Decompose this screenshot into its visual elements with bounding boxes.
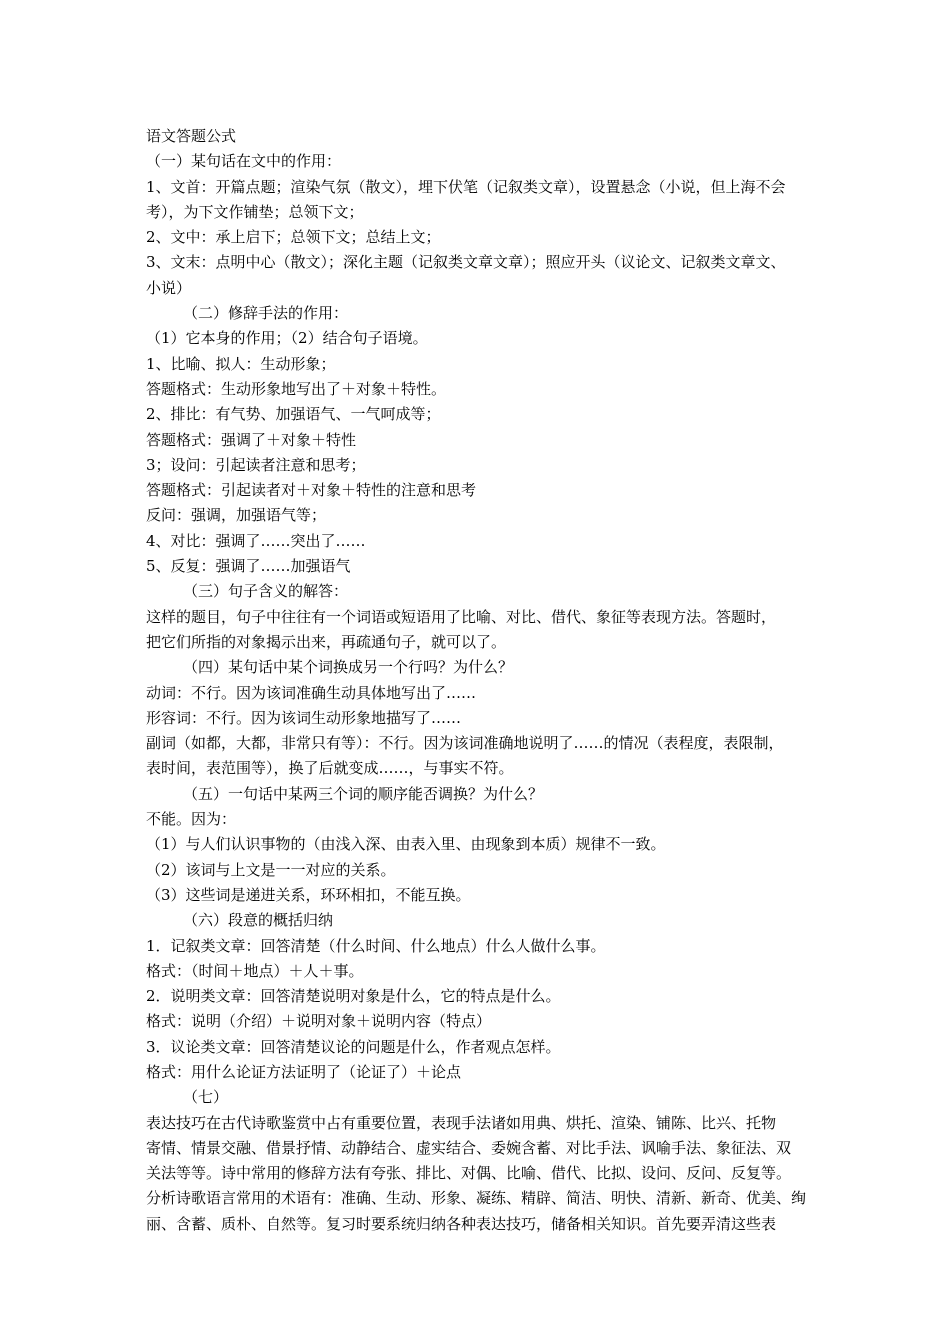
section-6-line: 格式：用什么论证方法证明了（论证了）＋论点 <box>146 1062 462 1081</box>
section-5-heading: （五）一句话中某两三个词的顺序能否调换？为什么？ <box>183 784 544 803</box>
section-1-item-3-line-1: 3、文末：点明中心（散文）；深化主题（记叙类文章文章）；照应开头（议论文、记叙类文章文、 <box>146 253 786 272</box>
section-6-heading: （六）段意的概括归纳 <box>183 911 334 930</box>
section-5-intro: 不能。因为： <box>146 810 237 829</box>
section-4-heading: （四）某句话中某个词换成另一个行吗？为什么？ <box>183 658 514 677</box>
section-4-adjective: 形容词：不行。因为该词生动形象地描写了…… <box>146 708 462 727</box>
section-7-paragraph-line: 关法等等。诗中常用的修辞方法有夸张、排比、对偶、比喻、借代、比拟、设问、反问、反复等。 <box>146 1164 792 1183</box>
section-6-line: 3．议论类文章：回答清楚议论的问题是什么，作者观点怎样。 <box>146 1037 561 1056</box>
section-7-paragraph-line: 表达技巧在古代诗歌鉴赏中占有重要位置，表现手法诸如用典、烘托、渲染、铺陈、比兴、托物 <box>146 1113 777 1132</box>
section-6-line: 格式：（时间＋地点）＋人＋事。 <box>146 961 364 980</box>
section-5-reason: （1）与人们认识事物的（由浅入深、由表入里、由现象到本质）规律不一致。 <box>146 835 666 854</box>
section-2-line: 2、排比：有气势、加强语气、一气呵成等； <box>146 405 441 424</box>
section-2-line: 答题格式：引起读者对＋对象＋特性的注意和思考 <box>146 481 477 500</box>
section-4-verb: 动词：不行。因为该词准确生动具体地写出了…… <box>146 683 477 702</box>
section-6-line: 2．说明类文章：回答清楚说明对象是什么，它的特点是什么。 <box>146 987 561 1006</box>
section-5-reason: （3）这些词是递进关系，环环相扣，不能互换。 <box>146 885 471 904</box>
section-1-heading: （一）某句话在文中的作用： <box>146 152 342 171</box>
section-2-line: 反问：强调，加强语气等； <box>146 506 327 525</box>
section-7-heading: （七） <box>183 1088 229 1107</box>
section-4-adverb-line-2: 表时间，表范围等），换了后就变成……，与事实不符。 <box>146 759 514 778</box>
section-1-item-1-line-2: 考），为下文作铺垫；总领下文； <box>146 202 364 221</box>
section-3-paragraph-line-2: 把它们所指的对象揭示出来，再疏通句子，就可以了。 <box>146 632 507 651</box>
section-2-intro: （1）它本身的作用；（2）结合句子语境。 <box>146 329 428 348</box>
section-6-line: 1．记叙类文章：回答清楚（什么时间、什么地点）什么人做什么事。 <box>146 936 606 955</box>
section-2-line: 答题格式：生动形象地写出了＋对象＋特性。 <box>146 379 447 398</box>
section-4-adverb-line-1: 副词（如都，大都，非常只有等）：不行。因为该词准确地说明了……的情况（表程度，表限制， <box>146 734 784 753</box>
section-2-line: 5、反复：强调了……加强语气 <box>146 557 351 576</box>
section-2-line: 答题格式：强调了＋对象＋特性 <box>146 430 357 449</box>
section-5-reason: （2）该词与上文是一一对应的关系。 <box>146 860 396 879</box>
section-1-item-1-line-1: 1、文首：开篇点题；渲染气氛（散文），埋下伏笔（记叙类文章），设置悬念（小说，但上海不会 <box>146 177 786 196</box>
section-3-heading: （三）句子含义的解答： <box>183 582 349 601</box>
section-7-paragraph-line: 丽、含蓄、质朴、自然等。复习时要系统归纳各种表达技巧，储备相关知识。首先要弄清这些表 <box>146 1214 777 1233</box>
section-1-item-3-line-2: 小说） <box>146 278 192 297</box>
section-1-item-2: 2、文中：承上启下；总领下文；总结上文； <box>146 228 441 247</box>
section-3-paragraph-line-1: 这样的题目，句子中往往有一个词语或短语用了比喻、对比、借代、象征等表现方法。答题时， <box>146 607 777 626</box>
document-title: 语文答题公式 <box>146 127 237 145</box>
section-2-heading: （二）修辞手法的作用： <box>183 304 349 323</box>
section-6-line: 格式：说明（介绍）＋说明对象＋说明内容（特点） <box>146 1012 492 1031</box>
section-2-line: 3；设问：引起读者注意和思考； <box>146 455 366 474</box>
section-7-paragraph-line: 寄情、情景交融、借景抒情、动静结合、虚实结合、委婉含蓄、对比手法、讽喻手法、象征法、双 <box>146 1138 792 1157</box>
section-2-line: 1、比喻、拟人：生动形象； <box>146 354 336 373</box>
section-7-paragraph-line: 分析诗歌语言常用的术语有：准确、生动、形象、凝练、精辟、简洁、明快、清新、新奇、优美、绚 <box>146 1189 806 1208</box>
section-2-line: 4、对比：强调了……突出了…… <box>146 531 366 550</box>
document-body <box>146 124 806 1237</box>
